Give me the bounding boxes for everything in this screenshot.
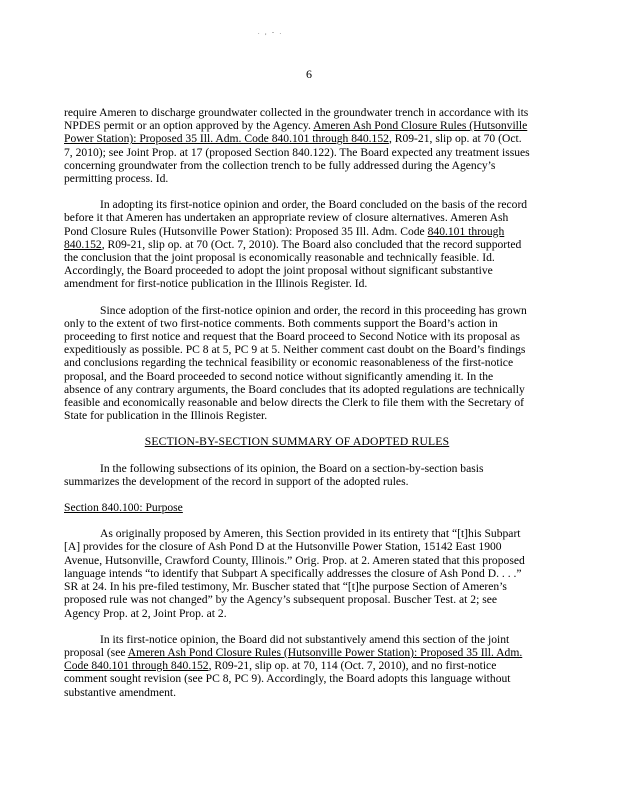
paragraph-6 [64, 633, 530, 699]
paragraph-2 [64, 198, 530, 290]
section-840-100-heading [64, 501, 530, 514]
page-number: 6 [306, 67, 312, 81]
document-body [64, 106, 530, 699]
case-citation-2: Ameren Ash Pond Closure Rules (Hutsonville Power Station): Proposed 35 Ill. Adm. Code 840.101 through 840.152 [64, 645, 523, 673]
paragraph-6-text-b: , R09-21, slip op. at 70, 114 (Oct. 7, 2010), and no first-notice comment sought revision (see PC 8, PC 9). Accordingly, the Board adopts this language without substantive amendment. [64, 659, 511, 699]
paragraph-1-text-b: , R09-21, slip op. at 70 (Oct. 7, 2010); see Joint Prop. at 17 (proposed Section 840.122). The Board expected any treatment issues concerning groundwater from the collection trench to be fully addressed during the Agency’s permitting process. Id. [64, 132, 530, 186]
paragraph-6-text-a: In its first-notice opinion, the Board did not substantively amend this section of the joint proposal (see [64, 632, 510, 659]
paragraph-2-text-b: , R09-21, slip op. at 70 (Oct. 7, 2010). The Board also concluded that the record supported the conclusion that the joint proposal is economically reasonable and technically feasible. Id. Accordingly, the Board proceeded to adopt the joint proposal without significant substantive amendment for first-notice publication in the Illinois Register. Id. [64, 237, 522, 291]
paragraph-3: Since adoption of the first-notice opinion and order, the record in this proceeding has grown only to the extent of two first-notice comments. Both comments support the Board’s action in proceeding to first notice and request that the Board proceed to Second Notice with its proposal as expeditiously as possible. PC 8 at 5, PC 9 at 5. Neither comment cast doubt on the Board’s findings and conclusions regarding the technical feasibility or economic reasonableness of the first-notice proposal, and the Board proceeded to second notice without significantly amending it. In the absence of any contrary arguments, the Board concludes that its adopted regulations are technically feasible and economically reasonable and below directs the Clerk to file them with the Secretary of State for publication in the Illinois Register. [64, 303, 527, 423]
code-citation: 840.101 through 840.152 [64, 224, 505, 251]
case-citation: Ameren Ash Pond Closure Rules (Hutsonville Power Station): Proposed 35 Ill. Adm. Code 840.101 through 840.152 [64, 119, 528, 146]
paragraph-5: As originally proposed by Ameren, this Section provided in its entirety that “[t]his Subpart [A] provides for the closure of Ash Pond D at the Hutsonville Power Station, 15142 East 1900 Avenue, Hutsonville, Crawford County, Illinois.” Orig. Prop. at 2. Ameren stated that this proposed language intends “to identify that Subpart A specifically addresses the closure of Ash Pond D. . . .” SR at 24. In his pre-filed testimony, Mr. Buscher stated that “[t]he purpose Section of Ameren’s proposed rule was not changed” by the Agency’s subsequent proposal. Buscher Test. at 2; see Agency Prop. at 2, Joint Prop. at 2. [64, 527, 525, 620]
section-summary-heading: SECTION-BY-SECTION SUMMARY OF ADOPTED RULES [144, 435, 450, 449]
paragraph-1 [64, 106, 530, 185]
section-840-100-heading-text: Section 840.100: Purpose [64, 501, 183, 515]
paragraph-4: In the following subsections of its opinion, the Board on a section-by-section basis summarizes the development of the record in support of the adopted rules. [64, 461, 484, 488]
header-mark: . , - . [258, 30, 283, 36]
paragraph-1-text-a: require Ameren to discharge groundwater collected in the groundwater trench in accordance with its NPDES permit or an option approved by the Agency. [64, 106, 529, 133]
paragraph-2-text-a: In adopting its first-notice opinion and order, the Board concluded on the basis of the record before it that Ameren has undertaken an appropriate review of closure alternatives. Ameren Ash Pond Closure Rules (Hutsonville Power Station): Proposed 35 Ill. Adm. Code [64, 198, 528, 238]
